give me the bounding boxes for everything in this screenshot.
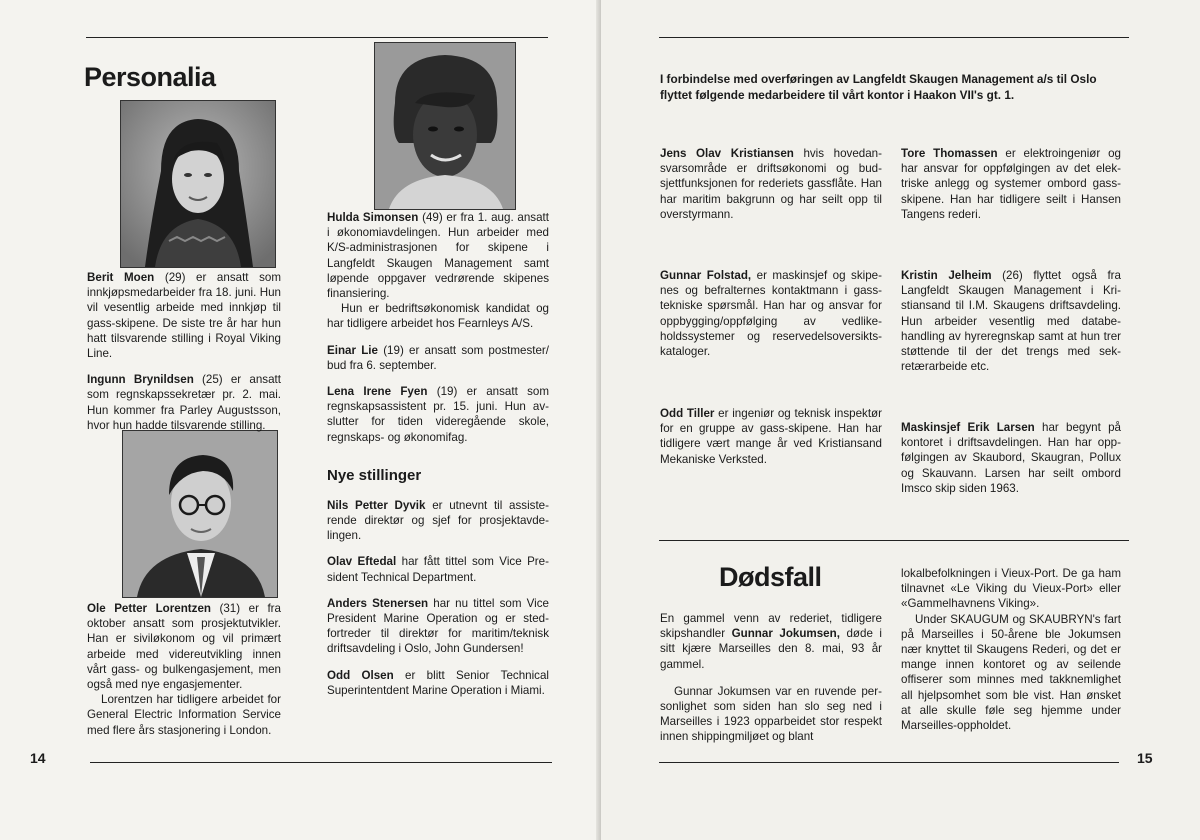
entry-gunnar-folstad: Gunnar Folstad, er maskinsjef og skipenes og befralternes kontaktmann i gasstekniske spørsmål. Han har og ansvar for oppbygging/oppfølging av vedlikeholdssystemer og reservedelsoversiktskataloger. [660,269,882,359]
photo-hulda-simonsen [374,42,516,210]
page-number: 14 [30,750,46,766]
dodsfall-column-2 [901,566,1121,733]
entry-lena-irene-fyen: Lena Irene Fyen (19) er ansatt som regnskapsassistent pr. 15. juni. Hun avslutter for tiden videregående skole, regnskaps- og økonomifag. [327,385,549,444]
dodsfall-column-1 [660,611,882,745]
entry-jens-olav-kristiansen: Jens Olav Kristiansen hvis hovedansvarsområde er driftsøkonomi og budsjettfunksjonen for rederiets gassflåte. Han har maritim bakgrunn og har seilt opp til overstyrmann. [660,147,882,221]
section-rule [659,540,1129,541]
page-number: 15 [1137,750,1153,766]
entry-hulda-simonsen-cont: Hun er bedriftsøkonomisk kandidat og har tidligere arbeidet hos Fearnleys A/S. [327,302,549,331]
section-heading-dodsfall: Dødsfall [719,562,822,592]
photo-berit-moen [120,100,276,268]
top-rule [659,37,1129,38]
entry-olav-eftedal: Olav Eftedal har fått tittel som Vice President Technical Department. [327,555,549,584]
entry-ole-petter-lorentzen-cont: Lorentzen har tidligere arbeidet for General Electric Information Service med flere års stasjonering i London. [87,693,281,737]
entry-nils-petter-dyvik: Nils Petter Dyvik er utnevnt til assisterende direktør og sjef for prosjektavdelingen. [327,498,549,543]
entry-ingunn-brynildsen: Ingunn Brynildsen (25) er ansatt som regnskapssekretær pr. 2. mai. Hun kommer fra Parley Augustsson, hvor hun hadde tilsvarende stilling. [87,373,281,432]
photo-ole-petter-lorentzen [122,430,278,598]
bottom-rule [659,762,1119,763]
bottom-rule [90,762,552,763]
page-title: Personalia [84,62,216,92]
entry-erik-larsen: Maskinsjef Erik Larsen har begynt på kontoret i driftsavdelingen. Han har oppfølgingen av Skaubord, Skaugran, Pollux og Skauvann. Larsen har seilt ombord Imsco skip siden 1963. [901,421,1121,495]
dodsfall-paragraph-1: En gammel venn av rederiet, tidligere skipshandler Gunnar Jokumsen, døde i sitt kjære Marseilles den 8. mai, 93 år gammel. [660,612,882,671]
column-left-right [327,210,549,698]
entry-kristin-jelheim: Kristin Jelheim (26) flyttet også fra Langfeldt Skaugen Management i Kristiansand til I.M. Skaugens driftsavdeling. Hun arbeider vesentlig med databehandling av hyreregnskap samt at hun trer støttende til der det trengs med sekretærarbeide etc. [901,269,1121,374]
entry-berit-moen: Berit Moen (29) er ansatt som innkjøpsmedarbeider fra 18. juni. Hun vil vesentlig arbeide med innkjøp til gass-skipene. De siste tre år har hun hatt tilsvarende stilling i Royal Viking Line. [87,271,281,361]
column-right-1 [660,146,882,222]
entry-odd-olsen: Odd Olsen er blitt Senior Technical Superintentdent Marine Operation i Miami. [327,668,549,697]
page-right [601,0,1200,840]
column-right-1c [660,406,882,467]
entry-odd-tiller: Odd Tiller er ingeniør og teknisk inspektør for en gruppe av gass-skipene. Han har tidligere vært mange år ved Kristiansand Mekaniske Verksted. [660,407,882,466]
dodsfall-paragraph-2: Gunnar Jokumsen var en ruvende personlighet som siden han slo seg ned i Marseilles i 1923 opparbeidet stor respekt innen shippingmiljøet og blant [660,684,882,744]
dodsfall-paragraph-3: lokalbefolkningen i Vieux-Port. De ga ham tilnavnet «Le Viking du Vieux-Port» eller «Gammelhavnens Viking». [901,567,1121,611]
column-left-1 [87,270,281,433]
column-right-2 [901,146,1121,222]
intro-text: I forbindelse med overføringen av Langfeldt Skaugen Management a/s til Oslo flyttet følgende medarbeidere til vårt kontor i Haakon VII's gt. 1. [660,72,1097,102]
top-rule [86,37,548,38]
entry-hulda-simonsen: Hulda Simonsen (49) er fra 1. aug. ansatt i økonomiavdelingen. Hun arbeider med K/S-administrasjonen for skipene i Langfeldt Skaugen Management samt løpende oppgaver vedrørende skipenes finansiering. [327,211,549,301]
entry-ole-petter-lorentzen: Ole Petter Lorentzen (31) er fra oktober ansatt som prosjektutvikler. Han er siviløkonom og vil primært arbeide med videreutvikling innen vårt gass- og bulkengasjement, men også med nye engasjementer. [87,602,281,692]
entry-tore-thomassen: Tore Thomassen er elektroingeniør og har ansvar for oppfølgingen av det elektriske anlegg og systemer ombord gassskipene. Han har tidligere seilt i Hansen Tangens rederi. [901,147,1121,221]
entry-anders-stenersen: Anders Stenersen har nu tittel som Vice President Marine Operation og er stedfortreder til direktør for maritim/teknisk driftsavdeling i Oslo, John Gundersen! [327,596,549,656]
dodsfall-paragraph-4: Under SKAUGUM og SKAUBRYN's fart på Marseilles i 50-årene ble Jokumsen nær knyttet til Skaugens Rederi, og det er mange innen kontoret og av seilende offiserer som minnes med takknemlighet all hjelpsomhet som ble vist. Han ønsket at alle skulle føle seg hjemme under Marseilles-oppholdet. [901,612,1121,733]
column-right-2c [901,420,1121,496]
column-left-2 [87,601,281,738]
entry-einar-lie: Einar Lie (19) er ansatt som postmester/ bud fra 6. september. [327,343,549,372]
column-right-2b [901,268,1121,374]
column-right-1b [660,268,882,359]
section-heading-nye-stillinger: Nye stillinger [327,466,422,484]
